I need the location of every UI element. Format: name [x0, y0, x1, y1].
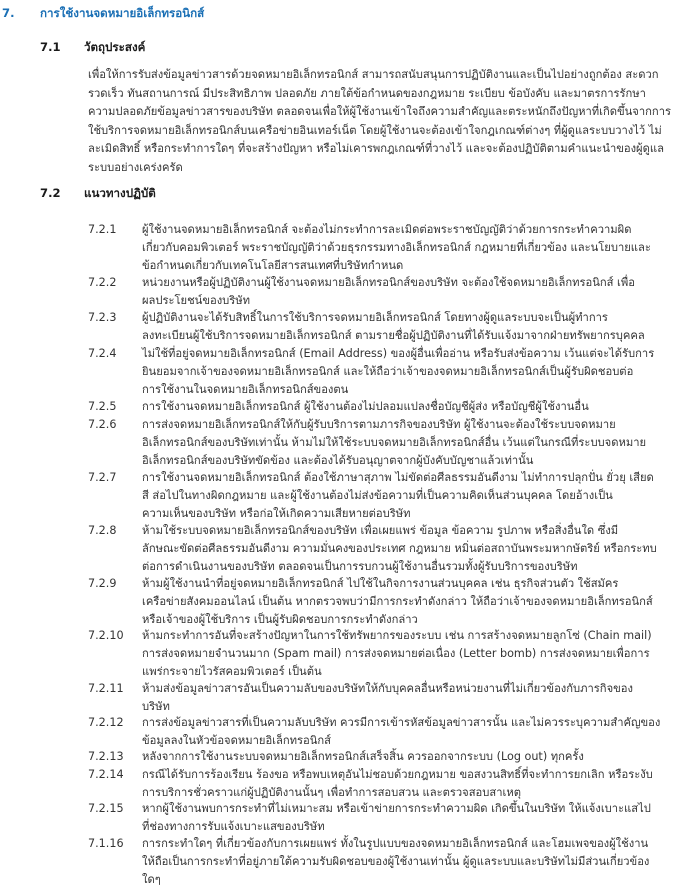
guideline-text [142, 309, 672, 345]
guideline-number: 7.2.11 [88, 682, 124, 695]
guideline-line: หากผู้ใช้งานพบการกระทำที่ไม่เหมาะสม หรือเข้าข่ายการกระทำความผิด เกิดขึ้นในบริษัท ให้แจ้งเบาะแสไป [142, 802, 651, 815]
guideline-line: กรณีได้รับการร้องเรียน ร้องขอ หรือพบเหตุอันไม่ชอบด้วยกฎหมาย ขอสงวนสิทธิ์ที่จะทำการยกเลิก หรือระงับ [142, 768, 653, 781]
guideline-number: 7.2.10 [88, 629, 124, 642]
guideline-line: การใช้งานในจดหมายอิเล็กทรอนิกส์ของตน [142, 383, 349, 396]
guideline-number: 7.2.3 [88, 311, 117, 324]
guideline-line: ลงทะเบียนผู้ใช้บริการจดหมายอิเล็กทรอนิกส์ ตามรายชื่อผู้ปฏิบัติงานที่ได้รับแจ้งมาจากฝ่ายทรัพยากรบุคคล [142, 329, 645, 342]
section-heading [2, 5, 204, 23]
guideline-line: การใช้งานจดหมายอิเล็กทรอนิกส์ ผู้ใช้งานต้องไม่ปลอมแปลงชื่อบัญชีผู้ส่ง หรือบัญชีผู้ใช้งานอื่น [142, 400, 589, 413]
guideline-number: 7.2.2 [88, 276, 117, 289]
section-title: การใช้งานจดหมายอิเล็กทรอนิกส์ [40, 6, 205, 20]
guideline-text [142, 274, 672, 310]
guidelines-heading [40, 185, 156, 203]
guidelines-number: 7.2 [40, 186, 61, 200]
guideline-line: ลักษณะขัดต่อศีลธรรมอันดีงาม ความมั่นคงของประเทศ กฎหมาย หมิ่นต่อสถาบันพระมหากษัตริย์ หรือกระทบ [142, 542, 657, 555]
guideline-line: ผู้ปฏิบัติงานจะได้รับสิทธิ์ในการใช้บริการจดหมายอิเล็กทรอนิกส์ โดยทางผู้ดูแลระบบจะเป็นผู้ทำการ [142, 311, 608, 324]
objective-paragraph: เพื่อให้การรับส่งข้อมูลข่าวสารด้วยจดหมายอิเล็กทรอนิกส์ สามารถสนับสนุนการปฏิบัติงานและเป็นไปอย่างถูกต้อง สะดวก รวดเร็ว ทันสถานการณ์ มีประสิทธิภาพ ปลอดภัย ภายใต้ข้อกำหนดของกฎหมาย ระเบียบ ข้อบังคับ และมาตรการรักษาความปลอดภัยข้อมูลข่าวสารของบริษัท ตลอดจนเพื่อให้ผู้ใช้งานเข้าใจถึงความสำคัญและตระหนักถึงปัญหาที่เกิดขึ้นจากการใช้บริการจดหมายอิเล็กทรอนิกส์บนเครือข่ายอินเทอร์เน็ต โดยผู้ใช้งานจะต้องเข้าใจกฎเกณฑ์ต่างๆ ที่ผู้ดูแลระบบวางไว้ ไม่ละเมิดสิทธิ์ หรือกระทำการใดๆ ที่จะสร้างปัญหา หรือไม่เคารพกฎเกณฑ์ที่วางไว้ และจะต้องปฏิบัติตามคำแนะนำของผู้ดูแลระบบอย่างเคร่งครัด [88, 68, 671, 174]
guideline-text [142, 416, 672, 470]
guideline-text [142, 398, 672, 416]
guideline-text [142, 627, 672, 681]
guideline-number: 7.1.16 [88, 837, 124, 850]
objective-number: 7.1 [40, 40, 61, 54]
guideline-number: 7.2.6 [88, 418, 117, 431]
guideline-line: อิเล็กทรอนิกส์ของบริษัทเท่านั้น ห้ามไม่ให้ใช้ระบบจดหมายอิเล็กทรอนิกส์อื่น เว้นแต่ในกรณีที่ระบบจดหมาย [142, 436, 647, 449]
guideline-line: ให้ถือเป็นการกระทำที่อยู่ภายใต้ความรับผิดชอบของผู้ใช้งานเท่านั้น ผู้ดูแลระบบและบริษัทไม่มีส่วนเกี่ยวข้อง [142, 855, 650, 868]
guideline-line: การส่งจดหมายอิเล็กทรอนิกส์ให้กับผู้รับบริการตามภารกิจของบริษัท ผู้ใช้งานจะต้องใช้ระบบจดหมาย [142, 418, 616, 431]
objective-title: วัตถุประสงค์ [84, 40, 146, 54]
guideline-line: ห้ามกระทำการอันที่จะสร้างปัญหาในการใช้ทรัพยากรของระบบ เช่น การสร้างจดหมายลูกโซ่ (Chain mail) [142, 629, 652, 642]
guideline-line: อิเล็กทรอนิกส์ของบริษัทขัดข้อง และต้องได้รับอนุญาตจากผู้บังคับบัญชาแล้วเท่านั้น [142, 454, 534, 467]
guideline-text [142, 345, 672, 399]
guideline-line: ไม่ใช้ที่อยู่จดหมายอิเล็กทรอนิกส์ (Email Address) ของผู้อื่นเพื่ออ่าน หรือรับส่งข้อความ เว้นแต่จะได้รับการ [142, 347, 655, 360]
guideline-number: 7.2.13 [88, 750, 124, 763]
guideline-line: ผู้ใช้งานจดหมายอิเล็กทรอนิกส์ จะต้องไม่กระทำการละเมิดต่อพระราชบัญญัติว่าด้วยการกระทำความผิด [142, 223, 632, 236]
guideline-text [142, 575, 672, 629]
guideline-line: ความเห็นของบริษัท หรือก่อให้เกิดความเสียหายต่อบริษัท [142, 507, 411, 520]
guideline-number: 7.2.4 [88, 347, 117, 360]
guideline-text [142, 766, 672, 802]
guideline-line: ยินยอมจากเจ้าของจดหมายอิเล็กทรอนิกส์ และให้ถือว่าเจ้าของจดหมายอิเล็กทรอนิกส์เป็นผู้รับผิดชอบต่อ [142, 365, 634, 378]
guideline-line: การกระทำใดๆ ที่เกี่ยวข้องกับการเผยแพร่ ทั้งในรูปแบบของจดหมายอิเล็กทรอนิกส์ และโฮมเพจของผู้ใช้งาน [142, 837, 649, 850]
guideline-number: 7.2.9 [88, 577, 117, 590]
guideline-text [142, 835, 672, 889]
guideline-line: ห้ามใช้ระบบจดหมายอิเล็กทรอนิกส์ของบริษัท เพื่อเผยแพร่ ข้อมูล ข้อความ รูปภาพ หรือสิ่งอื่นใด ซึ่งมี [142, 524, 619, 537]
guideline-number: 7.2.12 [88, 716, 124, 729]
guideline-text [142, 522, 672, 576]
guideline-line: แพร่กระจายไวรัสคอมพิวเตอร์ เป็นต้น [142, 665, 322, 678]
section-number: 7. [2, 6, 15, 20]
guideline-line: ห้ามส่งข้อมูลข่าวสารอันเป็นความลับของบริษัทให้กับบุคคลอื่นหรือหน่วยงานที่ไม่เกี่ยวข้องกับภารกิจของ [142, 682, 633, 695]
guideline-number: 7.2.14 [88, 768, 124, 781]
guideline-text [142, 469, 672, 523]
guideline-line: การส่งข้อมูลข่าวสารที่เป็นความลับบริษัท ควรมีการเข้ารหัสข้อมูลข่าวสารนั้น และไม่ควรระบุความสำคัญของ [142, 716, 661, 729]
guidelines-title: แนวทางปฏิบัติ [84, 186, 156, 200]
guideline-number: 7.2.1 [88, 223, 117, 236]
guideline-line: เกี่ยวกับคอมพิวเตอร์ พระราชบัญญัติว่าด้วยธุรกรรมทางอิเล็กทรอนิกส์ กฎหมายที่เกี่ยวข้อง และนโยบายและ [142, 241, 651, 254]
guideline-line: หรือเจ้าของผู้ใช้บริการ เป็นผู้รับผิดชอบการกระทำดังกล่าว [142, 613, 418, 626]
guideline-number: 7.2.5 [88, 400, 117, 413]
guideline-number: 7.2.8 [88, 524, 117, 537]
guideline-line: ที่ช่องทางการรับแจ้งเบาะแสของบริษัท [142, 820, 325, 833]
guideline-line: หลังจากการใช้งานระบบจดหมายอิเล็กทรอนิกส์เสร็จสิ้น ควรออกจากระบบ (Log out) ทุกครั้ง [142, 750, 584, 763]
guideline-text [142, 680, 672, 716]
objective-heading [40, 39, 145, 57]
guideline-line: ห้ามผู้ใช้งานนำที่อยู่จดหมายอิเล็กทรอนิกส์ ไปใช้ในกิจการงานส่วนบุคคล เช่น ธุรกิจส่วนตัว ใช้สมัคร [142, 577, 619, 590]
guideline-line: หน่วยงานหรือผู้ปฏิบัติงานผู้ใช้งานจดหมายอิเล็กทรอนิกส์ของบริษัท จะต้องใช้จดหมายอิเล็กทรอนิกส์ เพื่อ [142, 276, 635, 289]
guideline-line: การใช้งานจดหมายอิเล็กทรอนิกส์ ต้องใช้ภาษาสุภาพ ไม่ขัดต่อศีลธรรมอันดีงาม ไม่ทำการปลุกปั่น ยั่วยุ เสียด [142, 471, 654, 484]
guideline-line: สี ส่อไปในทางผิดกฎหมาย และผู้ใช้งานต้องไม่ส่งข้อความที่เป็นความคิดเห็นส่วนบุคคล โดยอ้างเป็น [142, 489, 613, 502]
guideline-line: ผลประโยชน์ของบริษัท [142, 294, 251, 307]
guideline-line: ต่อการดำเนินงานของบริษัท ตลอดจนเป็นการรบกวนผู้ใช้งานอื่นรวมทั้งผู้รับบริการของบริษัท [142, 560, 578, 573]
guideline-line: ข้อมูลลงในหัวข้อจดหมายอิเล็กทรอนิกส์ [142, 734, 331, 747]
guideline-line: เครือข่ายสังคมออนไลน์ เป็นต้น หากตรวจพบว่ามีการกระทำดังกล่าว ให้ถือว่าเจ้าของจดหมายอิเล็กทรอนิกส์ [142, 595, 653, 608]
guideline-number: 7.2.7 [88, 471, 117, 484]
guideline-text [142, 221, 672, 275]
guideline-line: บริษัท [142, 700, 170, 713]
guideline-number: 7.2.15 [88, 802, 124, 815]
guideline-line: ข้อกำหนดเกี่ยวกับเทคโนโลยีสารสนเทศที่บริษัทกำหนด [142, 259, 404, 272]
guideline-line: ใดๆ [142, 873, 161, 886]
guideline-text [142, 748, 672, 766]
guideline-text [142, 714, 672, 750]
guideline-line: การบริการชั่วคราวแก่ผู้ปฏิบัติงานนั้นๆ เพื่อทำการสอบสวน และตรวจสอบสาเหตุ [142, 786, 521, 799]
guideline-text [142, 800, 672, 836]
guideline-line: การส่งจดหมายจำนวนมาก (Spam mail) การส่งจดหมายต่อเนื่อง (Letter bomb) การส่งจดหมายเพื่อการ [142, 647, 650, 660]
